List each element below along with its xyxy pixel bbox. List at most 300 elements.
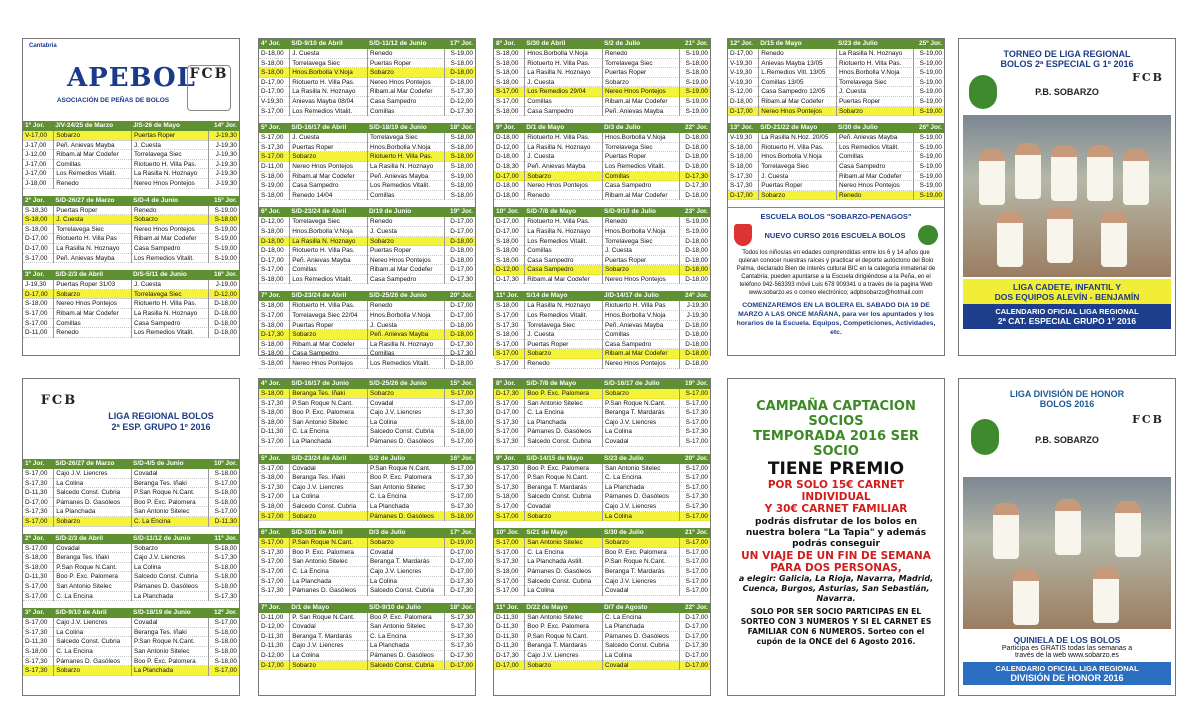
team-name: Sobarzo [524,349,602,359]
match-row [494,622,710,632]
team-name: La Planchada [131,592,209,602]
round-header-cell: 22º Jor. [684,124,708,132]
team-name: Salcedo Const. Cubria [602,641,680,651]
team-name: Los Remedios Vitalit. [289,275,367,285]
player [1013,569,1039,625]
match-time: S-17,00 [261,312,284,320]
team-name: Sobarzo [524,172,602,182]
team-name: C. La Encina [602,613,680,623]
team-name: Nereo Hnos Pontejos [602,275,680,285]
row-divider [259,200,475,207]
row-divider [494,521,710,528]
team-name: Covadal [131,469,209,479]
schedule-b3 [494,379,710,677]
team-name: Ribam.al Mar Codefer [836,172,914,182]
round-header-cell: 21º Jor. [684,40,708,47]
match-row [494,87,710,97]
round-header-cell: S/D-26/27 de Marzo [55,460,115,467]
match-time: D-12,00 [261,652,284,660]
match-time: D-18,00 [685,350,708,358]
team-name: Renedo [758,49,836,59]
match-row [259,427,475,437]
match-time: J-17,00 [25,141,47,149]
team-name: Salcedo Const. Cubria [367,586,445,596]
match-row [494,399,710,409]
team-name: Casa Sampedro [289,181,367,191]
round-header-cell: J/S-26 de Mayo [132,122,180,129]
match-row [23,179,239,189]
team-name: Torrelavega Siec [53,225,131,235]
team-name: La Colina [602,512,680,522]
round-header-cell: 13º Jor. [730,124,753,132]
match-row [494,473,710,483]
row-divider [494,596,710,603]
team-name: Nereo Hnos Pontejos [289,162,367,172]
match-time: S-19,00 [919,97,942,105]
match-row [259,349,475,359]
team-name: Beranga Tes. Iñaki [131,628,209,638]
match-time: S-18,00 [261,191,284,199]
campaign-price-2: Y 30€ CARNET FAMILIAR [764,503,908,515]
team-name: Beranga Tes. Iñaki [289,389,367,399]
match-row [259,330,475,340]
match-time: S-19,00 [214,206,237,214]
match-time: S-18,00 [214,544,237,552]
match-row [259,586,475,596]
team-name: La Rasilla N. Hoznayo [524,227,602,237]
team-name: C. La Encina [131,517,209,527]
row-divider [23,676,239,683]
match-time: J-12,00 [25,151,47,159]
match-time: S-17,30 [261,587,284,595]
team-name: Hnos.Borbolla V.Noja [602,133,680,143]
team-name: Ribam.al Mar Codefer [289,172,367,182]
match-time: S-18,00 [214,582,237,590]
match-row [259,389,475,399]
match-time: D-17,30 [685,642,708,650]
match-time: S-18,00 [214,628,237,636]
match-time: S-17,00 [25,309,48,317]
match-row [494,217,710,227]
match-time: S-17,00 [496,512,519,520]
match-time: S-12,00 [730,88,753,96]
match-row [494,548,710,558]
round-header-cell: 22º Jor. [684,603,708,611]
match-time: S-18,00 [214,563,237,571]
team-name: Ribam.al Mar Codefer [602,191,680,201]
match-row [494,632,710,642]
team-name: Riotuerto H. Villa Pas. [524,59,602,69]
match-time: D-17,30 [496,652,519,660]
team-name: P.San Roque N.Cant. [131,637,209,647]
team-name: San Antonio Sitelec [367,622,445,632]
team-name: Ribam.al Mar Codefer [53,309,131,319]
team-name: Puertas Roper [602,68,680,78]
match-time: S-18,00 [685,59,708,67]
match-time: S-18,00 [261,172,284,180]
team-name: Salcedo Const. Cubria [367,427,445,437]
team-name: Sobarzo [367,389,445,399]
match-time: S-17,00 [496,474,519,482]
round-header-cell: S/23 de Julio [837,40,878,47]
match-time: D-17,00 [496,172,519,180]
match-row [23,637,239,647]
team-name: Casa Sampedro [602,181,680,191]
match-time: V-17,00 [25,132,48,139]
match-time: D-17,00 [261,661,284,669]
match-row [23,309,239,319]
match-time: S-18,00 [496,256,519,264]
round-header-cell: 8º Jor. [496,380,516,387]
cantabria-logo: Cantabria [29,43,57,49]
round-header-cell: D/1 de Mayo [291,603,330,611]
team-name: Comillas [53,319,131,329]
row-divider [23,189,239,196]
match-time: D-18,00 [261,247,284,255]
match-time: S-17,00 [496,340,519,348]
match-time: J-19,30 [686,312,708,320]
panel-schedule-school [727,38,945,356]
match-row [23,280,239,290]
torneo-title-1: TORNEO DE LIGA REGIONAL [1003,49,1131,59]
fcb-logo: FCB [187,65,231,111]
team-name: Peñ. Anievas Mayba [367,330,445,340]
team-name: Pámanes D. Gasóleos [602,492,680,502]
round-header-cell: S/D-7/8 de Mayo [526,380,577,387]
match-time: J-19,30 [215,132,237,139]
round-header [23,534,239,544]
team-name: Pámanes D. Gasóleos [53,498,131,508]
match-row [494,641,710,651]
school-start: COMENZAREMOS EN LA BOLERA EL SABADO DIA 19 DE MARZO A LAS ONCE MAÑANA, para ver los apuntados y los horarios de la Escuela. Equipos, Competiciones, Actividades, etc. [736,302,936,337]
team-name: Casa Sampedro [836,162,914,172]
team-name: L.Remedios Vitl. 13/05 [758,68,836,78]
team-name: Peñ. Anievas Mayba [53,254,131,264]
match-time: S-17,00 [25,544,48,552]
match-time: S-17,00 [214,508,237,516]
match-time: D-11,30 [214,517,237,525]
round-header-cell: S/D-14/15 de Mayo [526,454,584,462]
team-name: Sobarzo [53,290,131,300]
match-time: S-19,00 [919,191,942,199]
team-name: Sobarzo [524,661,602,671]
match-time: D-17,30 [685,182,708,190]
team-name: San Antonio Sitelec [367,483,445,493]
team-name: Pámanes D. Gasóleos [367,437,445,447]
match-time: D-17,00 [261,78,284,86]
match-time: D-11,30 [496,632,519,640]
match-time: S-17,00 [261,493,284,501]
match-time: S-18,00 [496,78,519,86]
match-row [259,107,475,117]
schedule-t2 [259,39,475,376]
team-name: Los Remedios Vitalit. [524,311,602,321]
match-time: S-18,00 [450,153,473,161]
match-time: S-18,00 [496,247,519,255]
panel-torneo [958,38,1176,356]
team-name: J. Cuesta [289,49,367,59]
match-time: S-18,00 [214,489,237,497]
round-header-cell: 17º Jor. [449,529,473,537]
team-name: Torrelavega Siec [289,217,367,227]
match-time: S-17,00 [685,512,708,520]
match-time: D-18,00 [214,309,237,317]
round-header-cell: 11º Jor. [496,603,519,611]
match-row [259,256,475,266]
team-name: Renedo [131,206,209,216]
match-row [259,59,475,69]
match-row [259,557,475,567]
match-row [23,553,239,563]
team-name: P.San Roque N.Cant. [131,488,209,498]
match-time: S-17,00 [685,437,708,445]
team-name: Pámanes D. Gasóleos [289,586,367,596]
schedule-t1 [23,121,239,345]
match-row [23,479,239,489]
match-time: S-19,00 [919,134,942,142]
team-name: Boo P. Exc. Palomera [289,548,367,558]
match-time: D-18,00 [685,162,708,170]
match-time: D-18,00 [496,191,519,199]
match-time: S-19,00 [450,50,473,57]
match-time: D-18,00 [685,331,708,339]
team-name: Ribam.al Mar Codefer [524,275,602,285]
row-divider [259,447,475,454]
team-name: Renedo 14/04 [289,191,367,201]
match-row [23,299,239,309]
match-time: S-18,00 [25,647,48,655]
team-name: Torrelavega Siec [758,162,836,172]
row-divider [259,521,475,528]
match-row [494,275,710,285]
match-time: S-18,00 [214,216,237,224]
match-time: S-17,00 [261,539,284,547]
match-time: S-19,00 [214,235,237,243]
match-row [494,586,710,596]
match-row [259,464,475,474]
round-header-cell: S/D-25/26 de Junio [368,292,427,300]
round-header-cell: S/D-16/17 de Abril [291,124,347,132]
match-row [728,78,944,88]
match-row [494,492,710,502]
match-time: D-18,00 [214,300,237,308]
match-row [728,152,944,162]
team-name: Puertas Roper [289,321,367,331]
match-time: S-18,00 [261,227,284,235]
round-header-cell: 16º Jor. [213,271,237,279]
team-name: Los Remedios Vitalit. [602,162,680,172]
team-name: Torrelavega Siec [602,237,680,247]
round-header-cell: 10º Jor. [213,460,237,467]
team-name: Comillas [524,97,602,107]
match-row [259,265,475,275]
match-time: D-18,00 [214,319,237,327]
team-name: La Rasilla N. Hoznayo [131,309,209,319]
match-row [494,502,710,512]
match-row [494,162,710,172]
match-row [259,181,475,191]
match-row [259,502,475,512]
match-time: D-18,00 [261,50,284,57]
match-time: V-19,30 [730,78,753,86]
match-time: D-12,00 [450,97,473,105]
match-row [259,87,475,97]
team-name: Comillas 13/05 [758,78,836,88]
match-time: D-11,30 [496,623,519,631]
match-time: S-17,30 [450,642,473,650]
match-time: S-17,00 [496,350,519,358]
team-name: Peñ. Anievas Mayba [289,256,367,266]
team-name: Los Remedios Vitalit. [131,328,209,338]
player [1051,145,1077,201]
match-time: D-18,00 [450,78,473,86]
match-time: S-18,00 [214,647,237,655]
team-name: Torrelavega Siec [131,150,209,160]
match-row [259,661,475,671]
round-header-cell: S/30 de Abril [526,40,566,47]
match-time: S-18,00 [214,470,237,477]
team-name: Cajo J.V. Liencres [602,418,680,428]
campaign-prize: UN VIAJE DE UN FIN DE SEMANA PARA DOS PERSONAS, [741,550,931,574]
match-row [728,107,944,117]
match-time: S-17,00 [25,319,48,327]
team-name: J. Cuesta [131,141,209,151]
row-divider [494,200,710,207]
match-row [259,143,475,153]
team-name: Anievas Mayba 08/04 [289,97,367,107]
round-header-cell: S/D-11/12 de Junio [132,534,191,542]
match-row [259,622,475,632]
team-name: Casa Sampedro [367,97,445,107]
match-time: S-18,00 [450,191,473,199]
match-time: D-11,30 [25,489,48,497]
team-name: Hnos.Borbolla V.Noja [836,68,914,78]
team-name: J. Cuesta [289,133,367,143]
match-time: D-17,00 [450,548,473,556]
round-header-cell: 4º Jor. [261,40,281,47]
match-time: D-12,00 [496,143,519,151]
match-time: D-17,00 [450,312,473,320]
team-name: La Rasilla N. Hoznayo [524,301,602,311]
team-name: Ribam.al Mar Codefer [602,349,680,359]
row-divider [23,338,239,345]
match-row [728,181,944,191]
match-time: J-19,30 [25,281,47,289]
team-name: Covadal [602,661,680,671]
team-name: Nereo Hnos Pontejos [602,87,680,97]
match-row [494,301,710,311]
round-header [259,39,475,49]
match-row [259,613,475,623]
team-name: Sobarzo [289,330,367,340]
match-row [23,225,239,235]
match-row [23,563,239,573]
team-name: Casa Sampedro [602,340,680,350]
team-name: Hnos.Borbolla V.Noja [602,227,680,237]
round-header-cell: S/D-9/10 de Julio [368,603,422,611]
match-time: V-19,30 [730,59,753,67]
round-header-cell: 26º Jor. [918,124,942,132]
round-header [494,207,710,217]
team-name: Comillas [836,152,914,162]
match-time: D-17,30 [450,275,473,283]
match-time: S-19,00 [214,225,237,233]
match-time: S-17,30 [214,554,237,562]
match-time: S-17,00 [261,512,284,520]
match-row [259,133,475,143]
round-header [259,123,475,133]
round-header [259,207,475,217]
team-name: La Rasilla N. Hoznayo [367,340,445,350]
match-time: S-17,30 [450,632,473,640]
team-name: La Rasilla N.Hoz. 20/05 [758,133,836,143]
school-title: ESCUELA BOLOS "SOBARZO-PENAGOS" [760,212,912,222]
team-name: P.San Roque N.Cant. [602,399,680,409]
match-row [494,237,710,247]
match-row [259,641,475,651]
panel-honor [958,378,1176,696]
match-time: J-18,00 [25,179,47,187]
round-header [23,196,239,206]
match-time: D-11,30 [261,642,284,650]
match-time: S-19,00 [685,227,708,235]
match-row [494,340,710,350]
team-name: Los Remedios Vitalit. [53,169,131,179]
match-time: S-17,00 [685,418,708,426]
match-time: S-19,00 [919,153,942,161]
match-row [494,538,710,548]
round-header [494,379,710,389]
match-time: S-17,00 [685,539,708,547]
team-name: Renedo [602,217,680,227]
match-time: D-19,00 [450,539,473,547]
match-row [494,557,710,567]
team-name: Ribam.al Mar Codefer [131,234,209,244]
team-name: Nereo Hnos Pontejos [131,225,209,235]
team-name: P.San Roque N.Cant. [524,473,602,483]
team-name: San Antonio Sitelec [131,507,209,517]
match-row [728,97,944,107]
match-time: S-17,00 [685,399,708,407]
team-name: Riotuerto H. Villa Pas. [367,152,445,162]
match-row [494,349,710,359]
team-name: La Planchada [602,622,680,632]
match-row [23,544,239,554]
campaign-line-2: TEMPORADA 2016 SER SOCIO [753,429,919,459]
match-time: S-18,00 [450,418,473,426]
team-name: Renedo [367,217,445,227]
match-row [23,319,239,329]
match-time: S-17,00 [261,107,284,115]
match-row [259,340,475,350]
match-row [259,217,475,227]
match-time: S-18,00 [25,216,48,224]
team-name: San Antonio Sitelec [524,538,602,548]
match-time: S-18,00 [496,493,519,501]
match-time: S-18,00 [214,657,237,665]
team-name: La Rasilla N. Hoznayo [53,244,131,254]
match-time: S-18,00 [261,69,284,77]
match-time: S-18,00 [450,162,473,170]
shield-icon [734,224,752,246]
team-name: J. Cuesta [53,215,131,225]
match-time: S-17,00 [261,464,284,472]
team-name: La Colina [53,479,131,489]
team-name: Casa Sampedro [524,107,602,117]
row-divider [23,601,239,608]
match-time: D-17,00 [730,50,753,57]
match-time: D-17,30 [450,577,473,585]
